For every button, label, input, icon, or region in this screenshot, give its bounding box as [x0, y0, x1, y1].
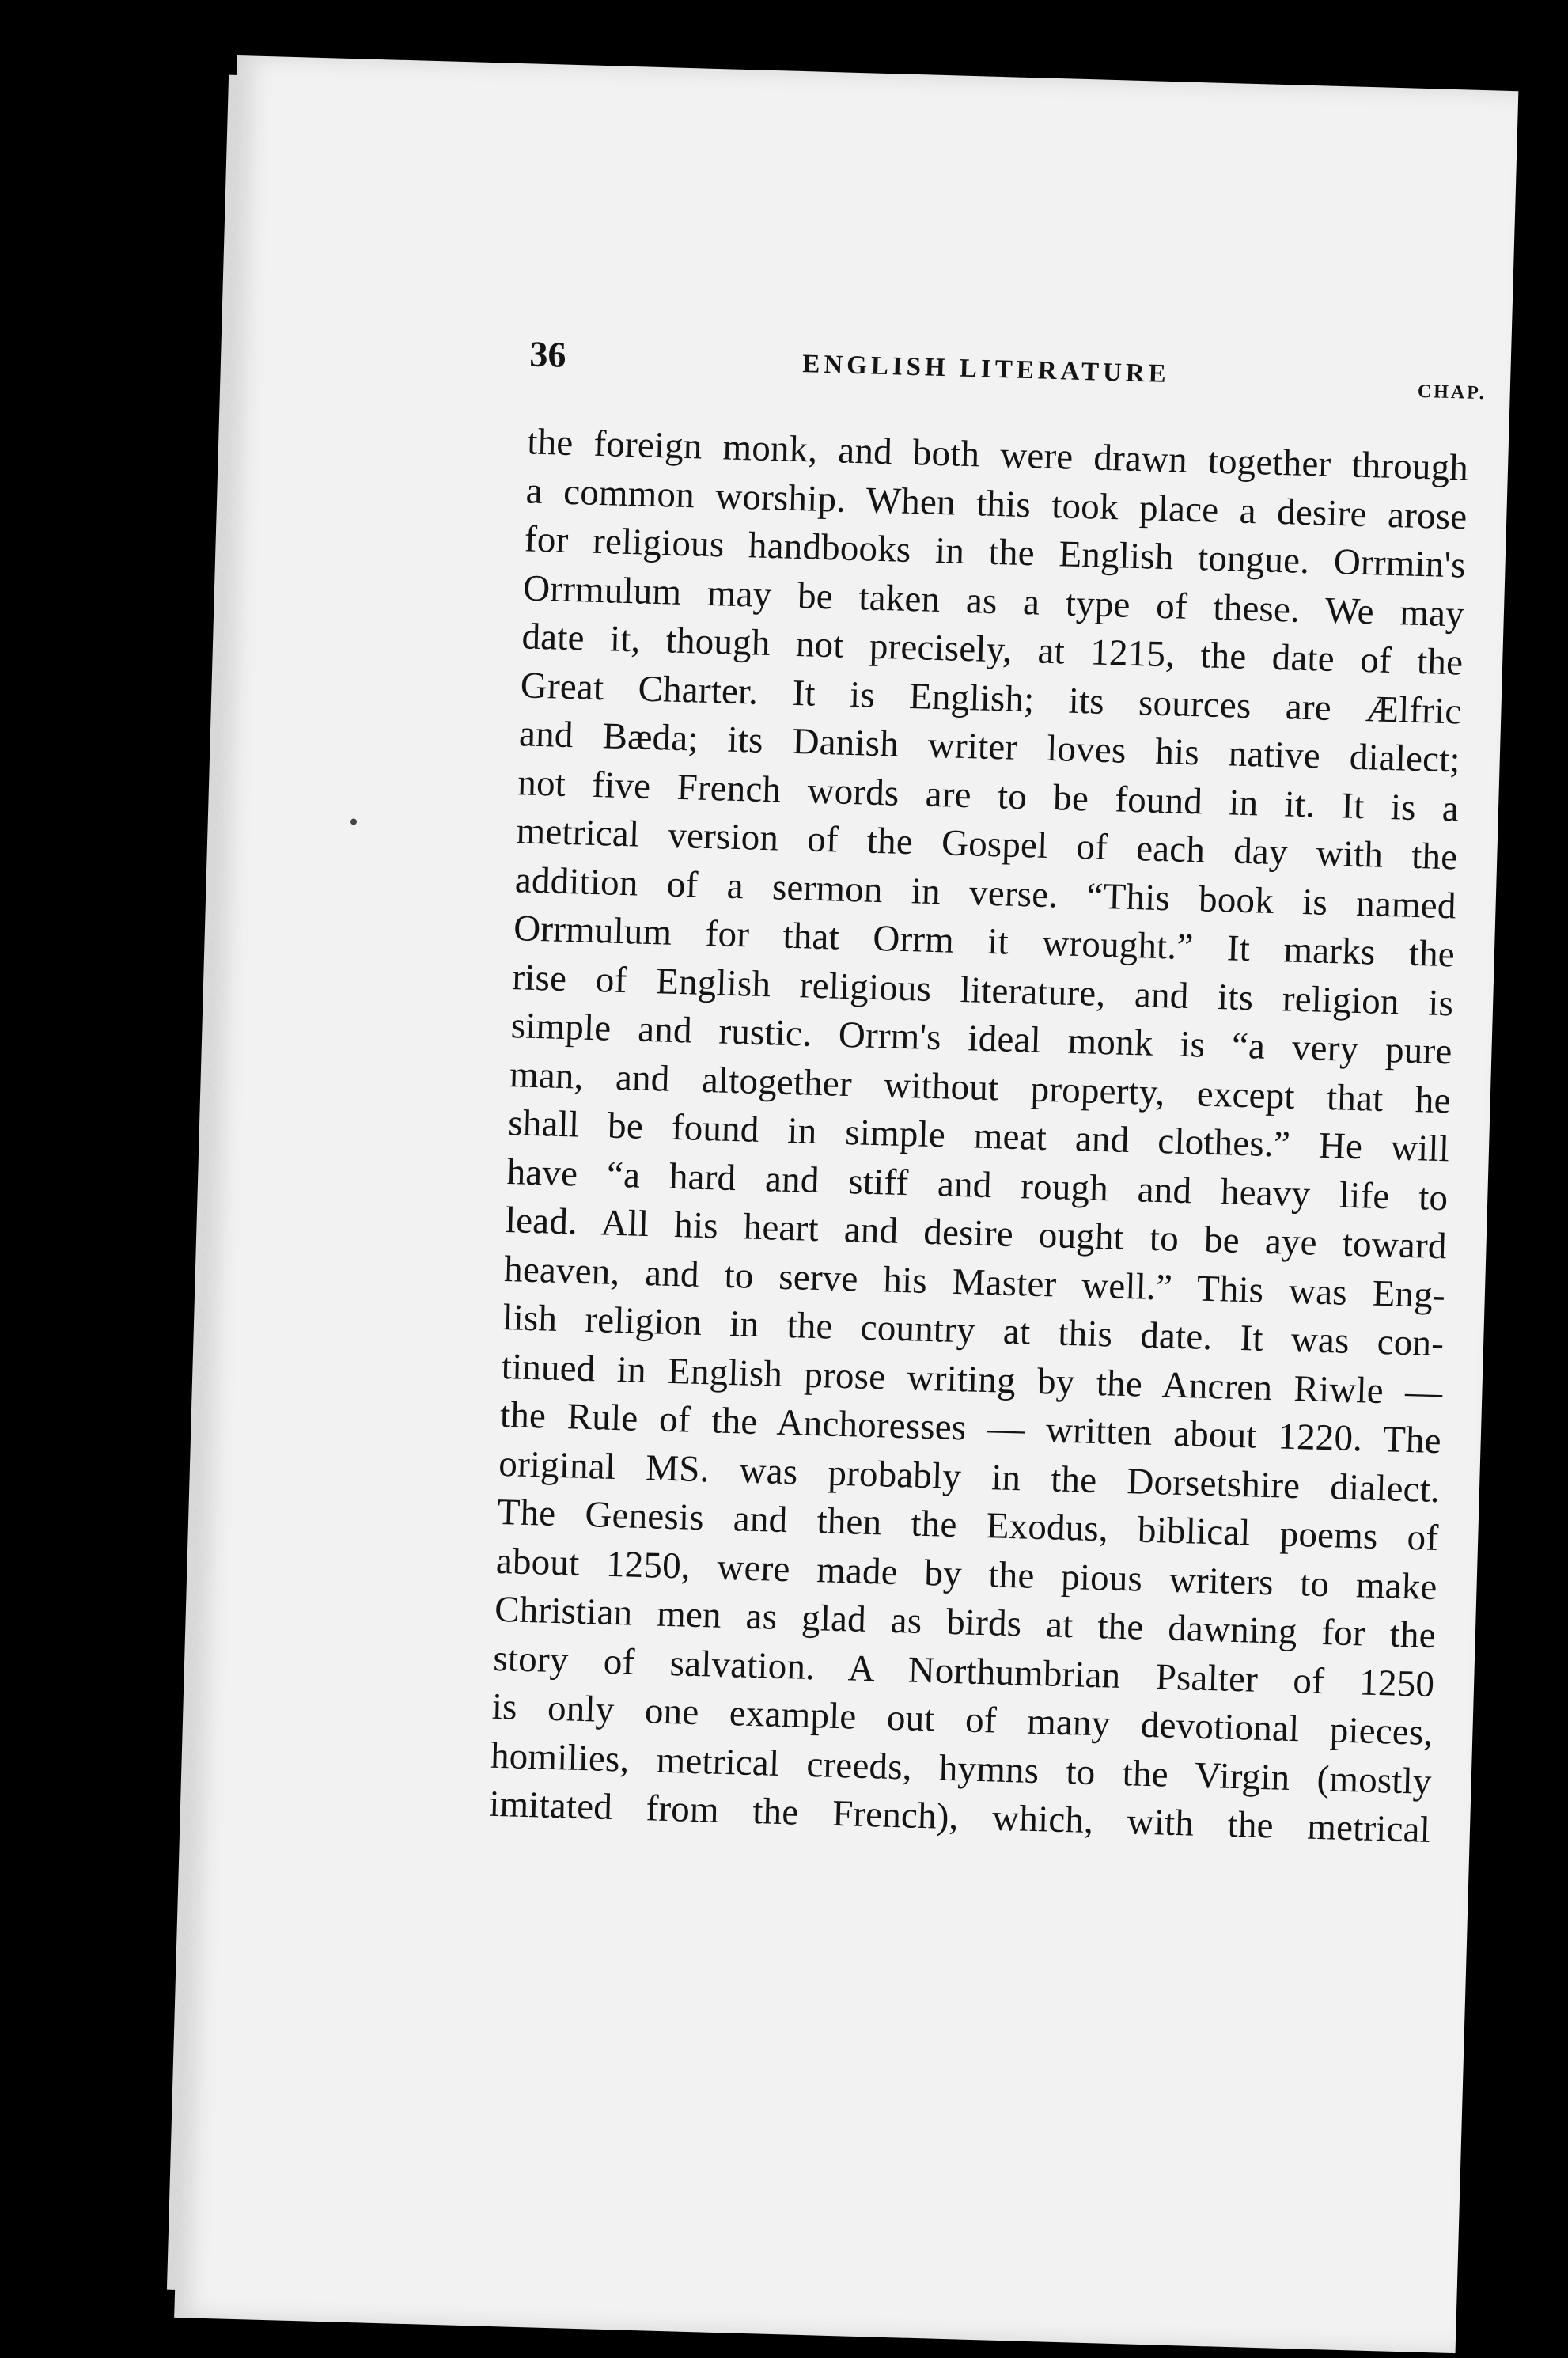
scan-speck [350, 818, 357, 825]
book-page [174, 55, 1518, 2353]
text-line: heaven, and to serve his Master well.” This was Eng- [503, 1248, 1446, 1316]
text-line: Great Charter. It is English; its sources are Ælfric [520, 664, 1463, 733]
text-line: addition of a sermon in verse. “This book is named [514, 859, 1457, 927]
chapter-label: CHAP. [1417, 381, 1487, 404]
page-number: 36 [528, 333, 567, 375]
text-line: Orrmulum may be taken as a type of these. We may [522, 567, 1465, 635]
text-line: have “a hard and stiff and rough and heavy life to [506, 1151, 1449, 1219]
text-line: not five French words are to be found in it. It is a [517, 761, 1460, 829]
text-line: for religious handbooks in the English tongue. Orrmin's [524, 518, 1467, 586]
text-line: lead. All his heart and desire ought to be aye toward [505, 1200, 1448, 1268]
body-text [488, 418, 1469, 1854]
text-line: original MS. was probably in the Dorsetshire dialect. [498, 1442, 1441, 1511]
text-line: lish religion in the country at this date. It was con- [502, 1297, 1445, 1365]
page-header [528, 332, 1487, 429]
text-line: the Rule of the Anchoresses — written about 1220. The [499, 1393, 1442, 1462]
text-line: metrical version of the Gospel of each day with the [516, 810, 1459, 878]
text-line: tinued in English prose writing by the Ancren Riwle — [501, 1345, 1444, 1413]
text-line: Orrmulum for that Orrm it wrought.” It marks the [513, 908, 1456, 976]
text-line: is only one example out of many devotional pieces, [491, 1685, 1434, 1754]
text-line: rise of English religious literature, and its religion is [511, 956, 1454, 1024]
text-line: and Bæda; its Danish writer loves his native dialect; [518, 713, 1461, 781]
text-line: The Genesis and then the Exodus, biblical poems of [497, 1491, 1439, 1560]
text-line: the foreign monk, and both were drawn together through [526, 421, 1469, 489]
text-line: story of salvation. A Northumbrian Psalter of 1250 [492, 1637, 1435, 1705]
text-line: man, and altogether without property, except that he [509, 1053, 1452, 1121]
text-line: date it, though not precisely, at 1215, the date of the [521, 616, 1464, 684]
running-title: ENGLISH LITERATURE [801, 350, 1171, 389]
text-line: Christian men as glad as birds at the dawning for the [494, 1588, 1437, 1657]
text-line: shall be found in simple meat and clothes.” He will [507, 1102, 1450, 1170]
text-line: homilies, metrical creeds, hymns to the Virgin (mostly [490, 1734, 1433, 1803]
page-content [488, 332, 1487, 1854]
text-line: about 1250, were made by the pious writers to make [495, 1540, 1438, 1608]
text-line: simple and rustic. Orrm's ideal monk is “a very pure [510, 1005, 1453, 1073]
text-line: a common worship. When this took place a desire arose [525, 469, 1468, 538]
text-line: imitated from the French), which, with the metrical [488, 1783, 1431, 1851]
